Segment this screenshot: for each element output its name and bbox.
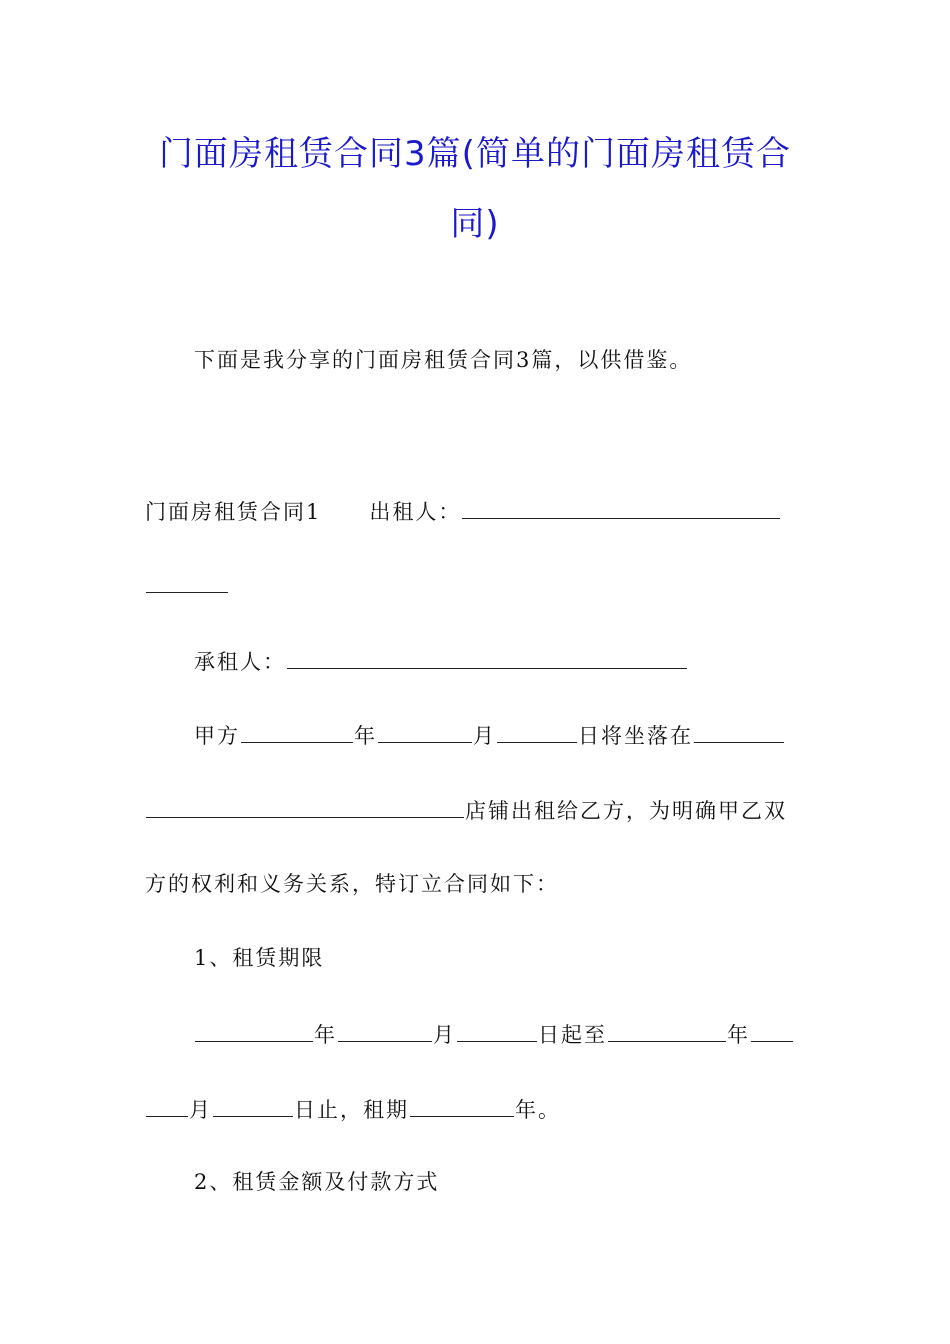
section2-heading: 2、租赁金额及付款方式 (194, 1170, 440, 1194)
day-from-to-label: 日起至 (538, 1023, 607, 1047)
shop-line (145, 795, 787, 825)
end-month-blank (751, 1019, 793, 1042)
lessor-blank-continued-line (145, 570, 229, 600)
term-years-blank (410, 1094, 514, 1117)
day-end-term-label: 日止，租期 (294, 1098, 409, 1122)
end-day-blank (213, 1094, 293, 1117)
lessor-blank (462, 496, 780, 519)
year-label: 年 (354, 724, 377, 748)
lessor-blank-continued (146, 570, 228, 593)
day-blank (497, 720, 577, 743)
lease-term-end-line (145, 1094, 561, 1124)
document-title-line2: 同) (450, 204, 500, 244)
section1-heading: 1、租赁期限 (194, 946, 325, 970)
lessor-line (145, 496, 781, 526)
month-blank (378, 720, 472, 743)
party-a-label: 甲方 (194, 724, 240, 748)
lessee-line (194, 646, 688, 676)
term-years-label: 年。 (515, 1098, 561, 1122)
shop-rent-text: 店铺出租给乙方，为明确甲乙双 (465, 799, 787, 823)
lessee-label: 承租人： (194, 650, 286, 674)
day-located-label: 日将坐落在 (578, 724, 693, 748)
start-month-blank (338, 1019, 432, 1042)
year-blank (241, 720, 353, 743)
start-month-label: 月 (433, 1023, 456, 1047)
contract1-heading: 门面房租赁合同1 (145, 500, 322, 524)
rights-paragraph: 方的权利和义务关系，特订立合同如下： (145, 872, 559, 896)
end-month-label: 月 (189, 1098, 212, 1122)
document-title-line1: 门面房租赁合同3篇(简单的门面房租赁合 (159, 134, 791, 174)
end-year-label: 年 (727, 1023, 750, 1047)
lessor-label: 出租人： (369, 500, 462, 524)
lessee-blank (287, 646, 687, 669)
start-day-blank (457, 1019, 537, 1042)
start-year-label: 年 (314, 1023, 337, 1047)
end-year-blank (608, 1019, 726, 1042)
location-blank (694, 720, 784, 743)
location-blank-continued (146, 795, 464, 818)
lease-term-line (194, 1019, 794, 1049)
party-a-line (194, 720, 785, 750)
month-label: 月 (473, 724, 496, 748)
start-year-blank (195, 1019, 313, 1042)
end-month-blank-continued (146, 1094, 188, 1117)
intro-paragraph: 下面是我分享的门面房租赁合同3篇，以供借鉴。 (194, 348, 693, 372)
